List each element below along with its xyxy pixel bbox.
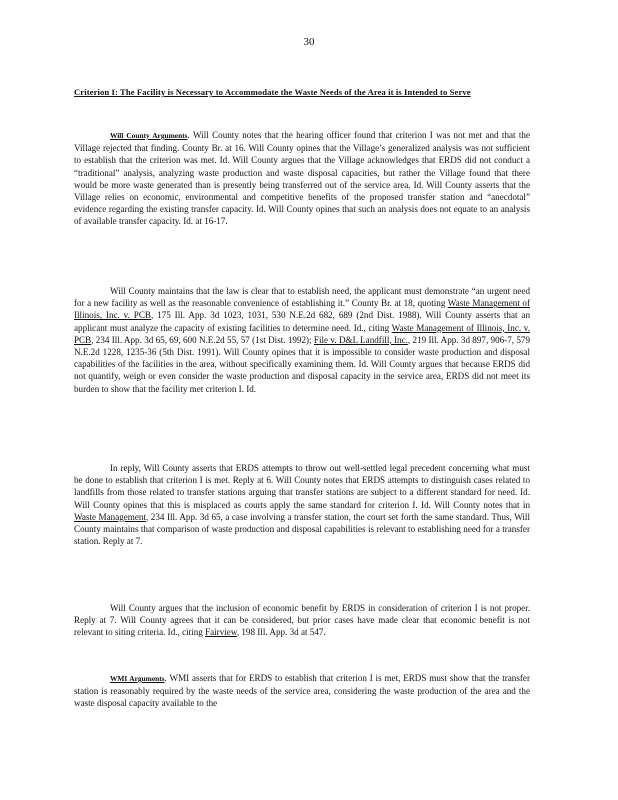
case-citation: Waste Management of Illinois, Inc. v. PCB: [74, 322, 531, 345]
will-county-arguments-heading: Will County Arguments: [110, 131, 188, 140]
case-citation: Waste Management: [74, 511, 146, 522]
paragraph-text: Will County maintains that the law is clear that to establish need, the applicant must demonstrate “an urgent need for a new facility as well as the reasonable convenience of establishing it.” County Br. at 18, quoting: [74, 286, 530, 309]
paragraph-text: Will County argues that the inclusion of economic benefit by ERDS in consideration of criterion I is not proper. Reply at 7. Will County agrees that it can be considered, but prior cases have made clear that economic benefit is not relevant to siting criteria. Id., citing: [74, 603, 530, 638]
paragraph-text: . WMI asserts that for ERDS to establish that criterion I is met, ERDS must show that the transfer station is reasonably required by the waste needs of the service area, considering the waste production of the area and the waste disposal capacity available to the: [74, 673, 530, 709]
case-citation: Fairview: [205, 627, 237, 638]
paragraph-text: In reply, Will County asserts that ERDS attempts to throw out well-settled legal precedent concerning what must be done to establish that criterion I is met. Reply at 6. Will County notes that ERDS attempts to distinguish cases related to landfills from those related to transfer stations arguing that transfer stations are subject to a different standard for need. Id. Will County opines that this is misplaced as courts apply the same standard for criterion I. Id. Will County notes that in: [74, 463, 530, 510]
paragraph-text: , 219 Ill. App. 3d 897, 906-7, 579 N.E.2d 1228, 1235-36 (5th Dist. 1991). Will County opines that it is impossible to consider waste production and disposal capabilities of the facilities in the area, without specifically examining them. Id. Will County argues that because ERDS did not quantify, weigh or even consider the waste production and disposal capacity in the service area, ERDS did not meet its burden to show that the facility met criterion I. Id.: [74, 334, 530, 394]
paragraph-will-county-arguments: [74, 129, 530, 228]
page-number: 30: [303, 36, 315, 48]
paragraph-text: , 175 Ill. App. 3d 1023, 1031, 530 N.E.2d 682, 689 (2nd Dist. 1988). Will County asserts that an applicant must analyze the capacity of existing facilities to determine need. Id., citing: [74, 310, 530, 333]
paragraph-wmi-arguments: [74, 672, 530, 710]
case-citation: File v. D&L Landfill, Inc.: [313, 334, 408, 345]
case-citation: Waste Management of Illinois, Inc. v. PCB: [74, 298, 530, 321]
wmi-arguments-heading: WMI Arguments: [110, 674, 165, 683]
paragraph-text: . Will County notes that the hearing officer found that criterion I was not met and that the Village rejected that finding. County Br. at 16. Will County opines that the Village’s generalized analysis was not sufficient to establish that the criterion was met. Id. Will County argues that the Village acknowledges that ERDS did not conduct a “traditional” analysis, analyzing waste production and waste disposal capacities, but rather the Village found that there would be more waste generated than is presently being transferred out of the service area. Id. Will County asserts that the Village relies on economic, environmental and competitive benefits of the proposed transfer station and “anecdotal” evidence regarding the existing transfer capacity. Id. Will County opines that such an analysis does not equate to an analysis of available transfer capacity. Id. at 16-17.: [74, 130, 530, 227]
section-heading: Criterion I: The Facility is Necessary to Accommodate the Waste Needs of the Area it is Intended to Serve: [74, 87, 471, 97]
paragraph-text: , 234 Ill. App. 3d 65, a case involving a transfer station, the court set forth the same standard. Thus, Will County maintains that comparison of waste production and disposal capabilities is relevant to establishing need for a transfer station. Reply at 7.: [74, 511, 530, 547]
paragraph-text: , 198 Ill. App. 3d at 547.: [236, 627, 326, 638]
paragraph-reply: [74, 462, 530, 547]
paragraph-economic-benefit: [74, 602, 530, 639]
paragraph-need-standard: [74, 285, 530, 395]
paragraph-text: , 234 Ill. App. 3d 65, 69, 600 N.E.2d 55, 57 (1st Dist. 1992);: [91, 334, 314, 345]
